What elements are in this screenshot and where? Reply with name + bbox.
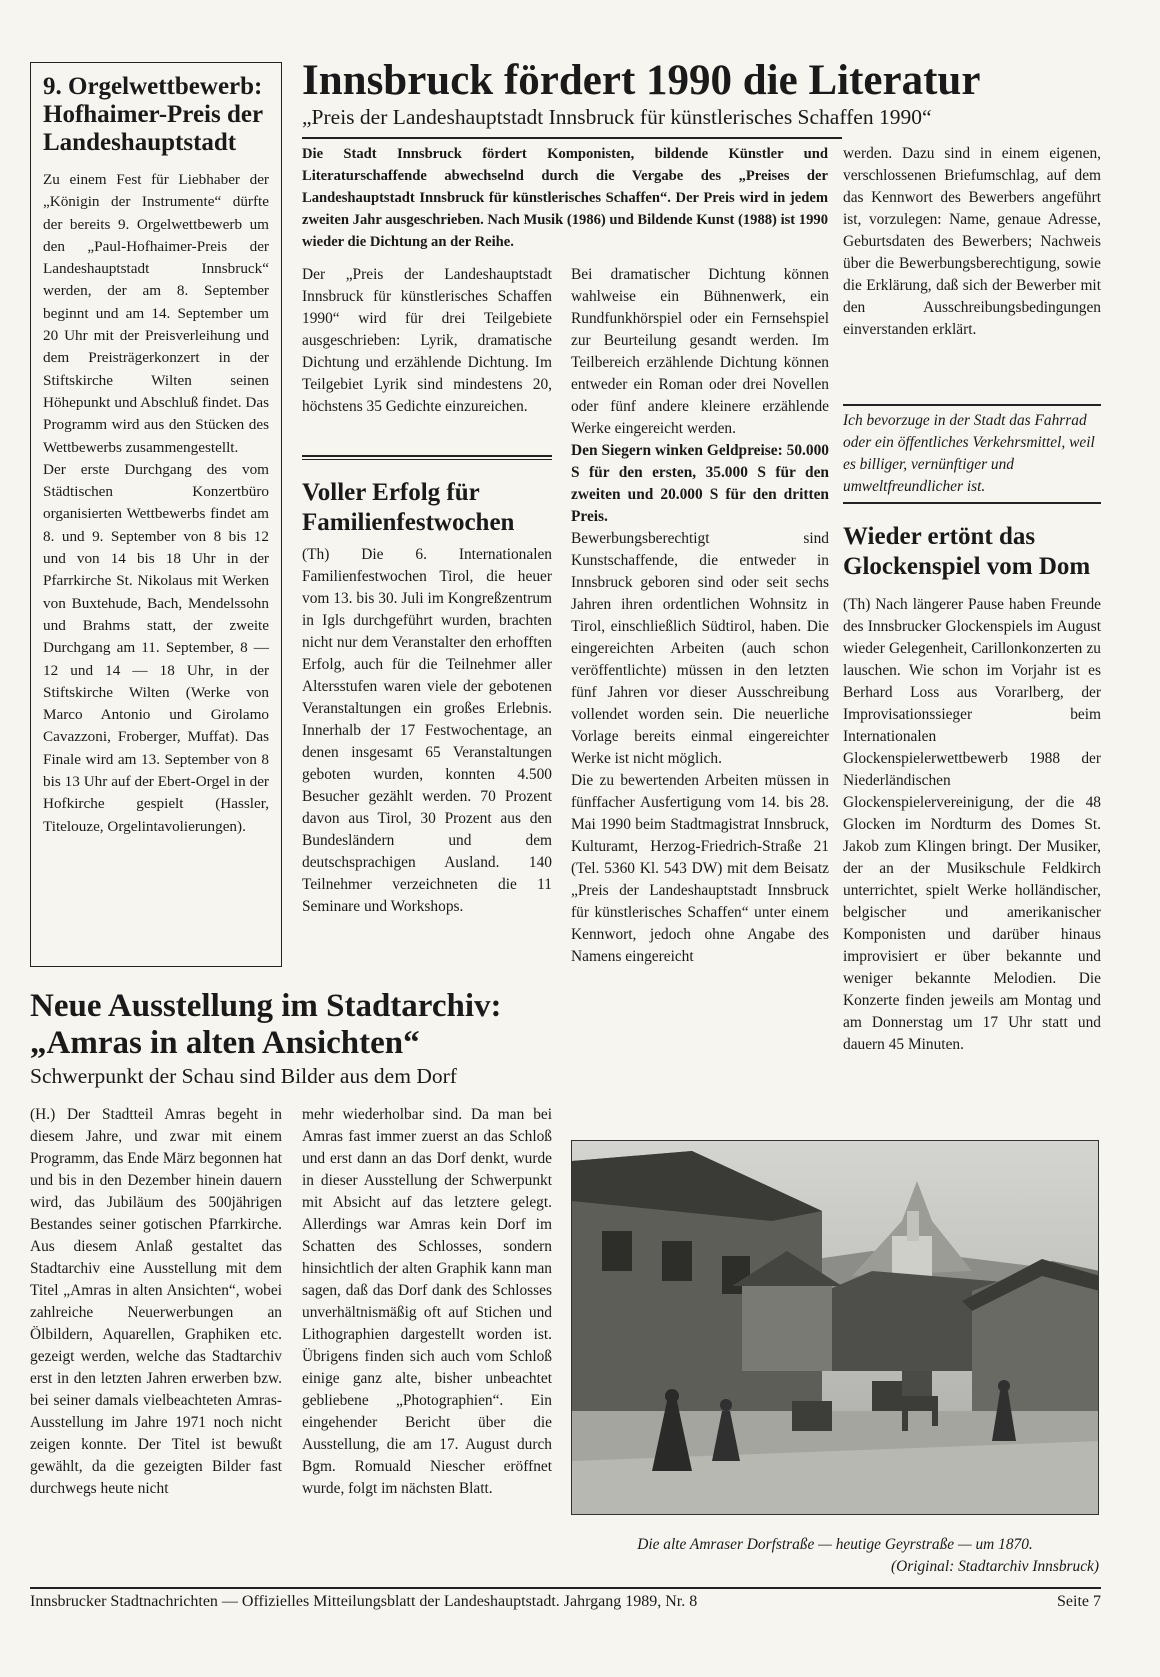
lit-col2-para-c: Bewerbungsberechtigt sind Kunstschaffende, die entweder in Innsbruck geboren sind oder seit sechs Jahren ihren ordentlichen Wohnsitz in Tirol, einschließlich Südtirol, haben. Die eingereichten Arbeiten (auch schon veröffentlichte) müssen in den letzten fünf Jahren vor dieser Ausschreibung vollendet worden sein. Die neuerliche Vorlage bereits einmal eingereichter Werke ist nicht möglich. <box>571 530 829 767</box>
family-body: (Th) Die 6. Internationalen Familienfestwochen Tirol, die heuer vom 13. bis 30. Juli im Kongreßzentrum in Igls durchgeführt wurden, brachten nicht nur dem Veranstalter den erhofften Erfolg, auch für die Teilnehmer aller Altersstufen waren viele der gebotenen Veranstaltungen ein großes Erlebnis. Innerhalb der 17 Festwochentage, an denen insgesamt 65 Veranstaltungen geboten wurden, konnten 4.500 Besucher gezählt werden. 70 Prozent davon aus Tirol, 30 Prozent aus den Bundesländern und dem deutschsprachigen Ausland. 140 Teilnehmer verzeichneten die 11 Seminare und Workshops. <box>302 546 552 915</box>
quote-rule-bottom <box>843 502 1101 504</box>
family-rule <box>302 455 552 457</box>
sidebar-paragraph-1: Zu einem Fest für Liebhaber der „Königin der Instrumente“ dürfte der bereits 9. Orgelwettbewerb um den „Paul-Hofhaimer-Preis der Landeshauptstadt Innsbruck“ werden, der am 8. September beginnt und am 14. September um 20 Uhr mit der Preisverleihung und dem Preisträgerkonzert in der Stiftskirche Wilten seinen Höhepunkt und Abschluß findet. Das Programm wird aus den Stücken des Wettbewerbs zusammengestellt. <box>43 171 269 456</box>
amras-title-1: Neue Ausstellung im Stadtarchiv: <box>30 988 502 1024</box>
bells-title: Wieder ertönt das Glockenspiel vom Dom <box>843 523 1091 580</box>
lit-lead: Die Stadt Innsbruck fördert Komponisten, bildende Künstler und Literaturschaffende abwechselnd durch die Vergabe des „Preises der Landeshauptstadt Innsbruck für künstlerisches Schaffen“. Der Preis wird in jedem zweiten Jahr ausgeschrieben. Nach Musik (1986) und Bildende Kunst (1988) ist 1990 wieder die Dichtung an der Reihe. <box>302 146 828 250</box>
quote-rule-top <box>843 404 1101 406</box>
historic-photo-amras <box>571 1140 1099 1515</box>
sidebar-box <box>30 62 282 967</box>
historic-photo-amras-village-street-icon <box>572 1141 1099 1515</box>
lit-col1: Der „Preis der Landeshauptstadt Innsbruck für künstlerisches Schaffen 1990“ wird für drei Teilgebiete ausgeschrieben: Lyrik, dramatische Dichtung und erzählende Dichtung. Im Teilgebiet Lyrik sind mindestens 20, höchstens 35 Gedichte einzureichen. <box>302 266 552 415</box>
photo-caption: Die alte Amraser Dorfstraße — heutige Geyrstraße — um 1870. <box>637 1536 1033 1553</box>
family-rule-2 <box>302 459 552 460</box>
page-number: Seite 7 <box>1057 1593 1101 1610</box>
lit-subtitle: „Preis der Landeshauptstadt Innsbruck für künstlerisches Schaffen 1990“ <box>302 105 932 129</box>
photo-credit: (Original: Stadtarchiv Innsbruck) <box>890 1558 1099 1575</box>
lit-col2 <box>571 264 829 968</box>
bells-body: (Th) Nach längerer Pause haben Freunde des Innsbrucker Glockenspiels im August wieder Gelegenheit, Carillonkonzerten zu lauschen. Wie schon im Vorjahr ist es Berhard Loss aus Vorarlberg, der Improvisationssieger beim Internationalen Glockenspielerwettbewerb 1988 der Niederländischen Glockenspielervereinigung, der die 48 Glocken im Nordturm des Domes St. Jakob zum Klingen bringt. Der Musiker, der an der Musikschule Feldkirch unterrichtet, spielt Werke holländischer, belgischer und amerikanischer Komponisten und darüber hinaus improvisiert er über bekannte und weniger bekannte Melodien. Die Konzerte finden jeweils am Montag und am Donnerstag um 17 Uhr statt und dauern 45 Minuten. <box>843 596 1101 1053</box>
amras-title-2: „Amras in alten Ansichten“ <box>30 1025 420 1061</box>
sidebar-text <box>43 169 269 838</box>
lit-top-rule <box>302 137 842 139</box>
footer-rule <box>30 1587 1101 1589</box>
amras-col1: (H.) Der Stadtteil Amras begeht in diesem Jahre, und zwar mit einem Programm, das Ende März begonnen hat und bis in den Dezember hinein dauern wird, das Jubiläum des 500jährigen Bestandes seiner gotischen Pfarrkirche. Aus diesem Anlaß gestaltet das Stadtarchiv eine Ausstellung mit dem Titel „Amras in alten Ansichten“, wobei zahlreiche Neuerwerbungen an Ölbildern, Aquarellen, Graphiken etc. gezeigt werden, welche das Stadtarchiv erst in den letzten Jahren erwerben bzw. bei seiner damals vielbeachteten Amras-Ausstellung im Jahre 1971 noch nicht zeigen konnte. Der Titel ist bewußt gewählt, da die gezeigten Bilder fast durchwegs heute nicht <box>30 1106 282 1497</box>
sidebar-paragraph-2: Der erste Durchgang des vom Städtischen Konzertbüro organisierten Wettbewerbs findet am 8. und 9. September von 8 bis 12 und von 14 bis 18 Uhr in der Pfarrkirche St. Nikolaus mit Werken von Buxtehude, Bach, Mendelssohn und Brahms statt, der zweite Durchgang am 11. September, 8 — 12 und 14 — 18 Uhr, in der Stiftskirche Wilten (Werke von Marco Antonio und Girolamo Cavazzoni, Froberger, Muffat). Das Finale wird am 13. September von 8 bis 13 Uhr auf der Ebert-Orgel in der Hofkirche gespielt (Hassler, Titelouze, Orgelintavolierungen). <box>43 460 269 835</box>
lit-title: Innsbruck fördert 1990 die Literatur <box>302 57 981 104</box>
lit-col2-para-a: Bei dramatischer Dichtung können wahlweise ein Bühnenwerk, ein Rundfunkhörspiel oder ein Fernsehspiel zur Beurteilung gesandt werden. Im Teilbereich erzählende Dichtung können entweder ein Roman oder drei Novellen oder fünf andere kleinere erzählende Werke eingereicht werden. <box>571 266 829 437</box>
amras-subtitle: Schwerpunkt der Schau sind Bilder aus dem Dorf <box>30 1064 457 1088</box>
lit-col2-para-d: Die zu bewertenden Arbeiten müssen in fünffacher Ausfertigung vom 14. bis 28. Mai 1990 beim Stadtmagistrat Innsbruck, Kulturamt, Herzog-Friedrich-Straße 21 (Tel. 5360 Kl. 543 DW) mit dem Beisatz „Preis der Landeshauptstadt Innsbruck für künstlerisches Schaffen“ unter einem Kennwort, jedoch ohne Angabe des Namens eingereicht <box>571 772 829 965</box>
lit-prize-money: Den Siegern winken Geldpreise: 50.000 S für den ersten, 35.000 S für den zweiten und 20.000 S für den dritten Preis. <box>571 442 829 525</box>
sidebar-title: 9. Orgelwettbewerb: Hofhaimer-Preis der Landeshauptstadt <box>43 73 263 156</box>
commuter-quote: Ich bevorzuge in der Stadt das Fahrrad oder ein öffentliches Verkehrsmittel, weil es billiger, vernünftiger und umweltfreundlicher ist. <box>843 412 1095 495</box>
family-title: Voller Erfolg für Familienfestwochen <box>302 479 515 536</box>
footer-publication: Innsbrucker Stadtnachrichten — Offizielles Mitteilungsblatt der Landeshauptstadt. Jahrgang 1989, Nr. 8 <box>30 1593 698 1610</box>
amras-col2: mehr wiederholbar sind. Da man bei Amras fast immer zuerst an das Schloß und erst dann an das Dorf denkt, wurde in dieser Ausstellung der Schwerpunkt mit Absicht auf das letztere gelegt. Allerdings war Amras kein Dorf im Schatten des Schlosses, sondern hinsichtlich der alten Graphik kann man sagen, daß das Dorf dank des Schlosses unverhältnismäßig oft auf Stichen und Lithographien dargestellt worden ist. Übrigens finden sich auch vom Schloß einige ganz alte, bisher unbeachtet gebliebene „Photographien“. Ein eingehender Bericht über die Ausstellung, die am 17. August durch Bgm. Romuald Niescher eröffnet wurde, folgt im nächsten Blatt. <box>302 1106 552 1497</box>
lit-col3: werden. Dazu sind in einem eigenen, verschlossenen Briefumschlag, auf dem das Kennwort des Bewerbers angeführt ist, vorzulegen: Name, genaue Adresse, Geburtsdaten des Bewerbers; Nachweis über die Bewerbungsberechtigung, sowie die Erklärung, daß sich der Bewerber mit den Ausschreibungsbedingungen einverstanden erklärt. <box>843 145 1101 338</box>
